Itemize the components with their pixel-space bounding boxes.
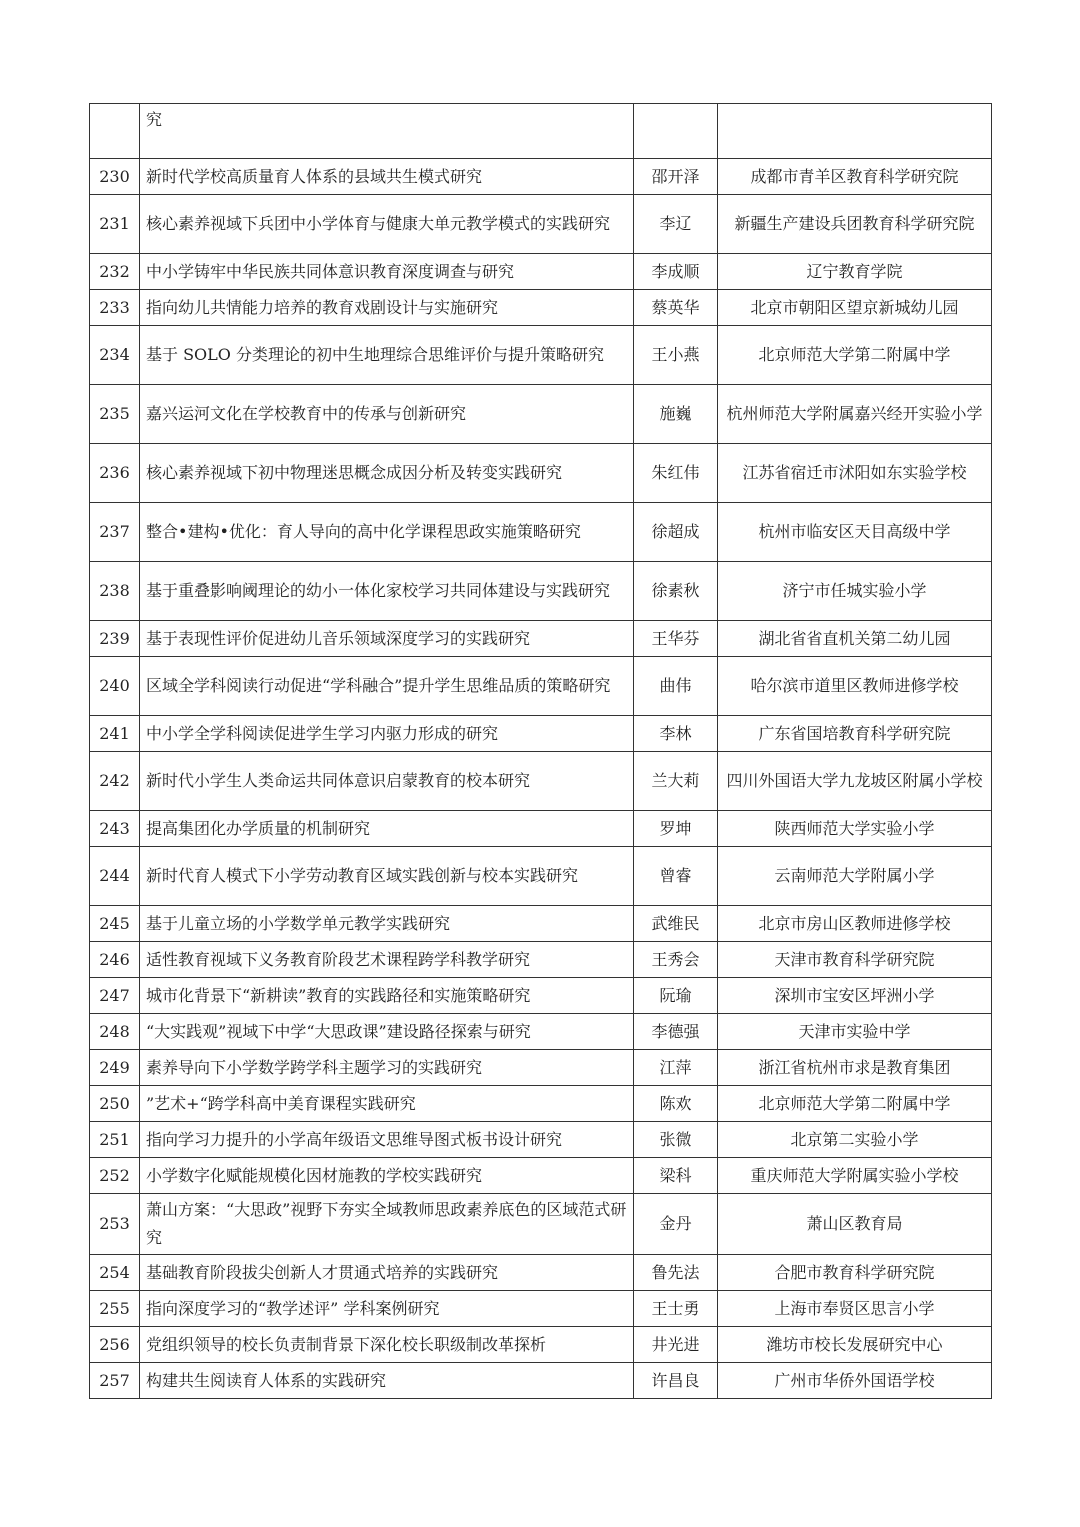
project-title: 党组织领导的校长负责制背景下深化校长职级制改革探析 (140, 1327, 634, 1363)
row-number: 255 (90, 1291, 140, 1327)
organization: 北京市房山区教师进修学校 (718, 906, 992, 942)
table-row (90, 195, 992, 254)
project-title: 基础教育阶段拔尖创新人才贯通式培养的实践研究 (140, 1255, 634, 1291)
organization: 北京第二实验小学 (718, 1122, 992, 1158)
row-number: 244 (90, 847, 140, 906)
row-number: 249 (90, 1050, 140, 1086)
row-number: 247 (90, 978, 140, 1014)
row-number: 240 (90, 657, 140, 716)
row-number (90, 104, 140, 159)
project-title: 城市化背景下“新耕读”教育的实践路径和实施策略研究 (140, 978, 634, 1014)
row-number: 241 (90, 716, 140, 752)
project-title: “大实践观”视域下中学“大思政课”建设路径探索与研究 (140, 1014, 634, 1050)
row-number: 233 (90, 290, 140, 326)
project-title: 素养导向下小学数学跨学科主题学习的实践研究 (140, 1050, 634, 1086)
table-row (90, 444, 992, 503)
organization: 北京师范大学第二附属中学 (718, 1086, 992, 1122)
table-row (90, 159, 992, 195)
leader-name: 江萍 (634, 1050, 718, 1086)
table-row (90, 503, 992, 562)
project-title: 新时代育人模式下小学劳动教育区域实践创新与校本实践研究 (140, 847, 634, 906)
leader-name: 梁科 (634, 1158, 718, 1194)
row-number: 235 (90, 385, 140, 444)
table-row (90, 326, 992, 385)
project-table (89, 103, 992, 1399)
project-title: 新时代学校高质量育人体系的县域共生模式研究 (140, 159, 634, 195)
project-title: 基于重叠影响阈理论的幼小一体化家校学习共同体建设与实践研究 (140, 562, 634, 621)
leader-name: 邵开泽 (634, 159, 718, 195)
project-table-body (90, 104, 992, 1399)
leader-name: 张微 (634, 1122, 718, 1158)
row-number: 231 (90, 195, 140, 254)
leader-name: 陈欢 (634, 1086, 718, 1122)
organization: 广州市华侨外国语学校 (718, 1363, 992, 1399)
leader-name: 施巍 (634, 385, 718, 444)
table-row (90, 1050, 992, 1086)
row-number: 257 (90, 1363, 140, 1399)
project-title: 基于 SOLO 分类理论的初中生地理综合思维评价与提升策略研究 (140, 326, 634, 385)
leader-name: 王士勇 (634, 1291, 718, 1327)
organization: 萧山区教育局 (718, 1194, 992, 1255)
organization: 广东省国培教育科学研究院 (718, 716, 992, 752)
table-row (90, 811, 992, 847)
leader-name: 兰大莉 (634, 752, 718, 811)
row-number: 245 (90, 906, 140, 942)
row-number: 232 (90, 254, 140, 290)
organization: 杭州师范大学附属嘉兴经开实验小学 (718, 385, 992, 444)
table-row (90, 978, 992, 1014)
row-number: 256 (90, 1327, 140, 1363)
organization: 哈尔滨市道里区教师进修学校 (718, 657, 992, 716)
row-number: 254 (90, 1255, 140, 1291)
table-row (90, 254, 992, 290)
leader-name: 井光进 (634, 1327, 718, 1363)
leader-name: 王华芬 (634, 621, 718, 657)
table-row (90, 1194, 992, 1255)
project-title: 核心素养视域下兵团中小学体育与健康大单元教学模式的实践研究 (140, 195, 634, 254)
organization: 四川外国语大学九龙坡区附属小学校 (718, 752, 992, 811)
project-title: 小学数字化赋能规模化因材施教的学校实践研究 (140, 1158, 634, 1194)
table-row (90, 385, 992, 444)
leader-name: 罗坤 (634, 811, 718, 847)
organization: 江苏省宿迁市沭阳如东实验学校 (718, 444, 992, 503)
leader-name: 蔡英华 (634, 290, 718, 326)
row-number: 238 (90, 562, 140, 621)
project-title: 中小学全学科阅读促进学生学习内驱力形成的研究 (140, 716, 634, 752)
leader-name: 王秀会 (634, 942, 718, 978)
row-number: 243 (90, 811, 140, 847)
table-row (90, 1122, 992, 1158)
project-title: ”艺术+“跨学科高中美育课程实践研究 (140, 1086, 634, 1122)
project-title: 基于表现性评价促进幼儿音乐领域深度学习的实践研究 (140, 621, 634, 657)
table-row (90, 1158, 992, 1194)
row-number: 251 (90, 1122, 140, 1158)
row-number: 246 (90, 942, 140, 978)
leader-name: 徐超成 (634, 503, 718, 562)
leader-name: 李成顺 (634, 254, 718, 290)
leader-name: 曾睿 (634, 847, 718, 906)
row-number: 242 (90, 752, 140, 811)
organization (718, 104, 992, 159)
row-number: 252 (90, 1158, 140, 1194)
organization: 重庆师范大学附属实验小学校 (718, 1158, 992, 1194)
table-row (90, 906, 992, 942)
project-title: 指向幼儿共情能力培养的教育戏剧设计与实施研究 (140, 290, 634, 326)
organization: 湖北省省直机关第二幼儿园 (718, 621, 992, 657)
project-title: 中小学铸牢中华民族共同体意识教育深度调查与研究 (140, 254, 634, 290)
organization: 浙江省杭州市求是教育集团 (718, 1050, 992, 1086)
table-row (90, 1327, 992, 1363)
project-title: 基于儿童立场的小学数学单元教学实践研究 (140, 906, 634, 942)
organization: 合肥市教育科学研究院 (718, 1255, 992, 1291)
project-title: 萧山方案：“大思政”视野下夯实全域教师思政素养底色的区域范式研究 (140, 1194, 634, 1255)
organization: 天津市教育科学研究院 (718, 942, 992, 978)
project-title: 构建共生阅读育人体系的实践研究 (140, 1363, 634, 1399)
organization: 新疆生产建设兵团教育科学研究院 (718, 195, 992, 254)
table-row (90, 1014, 992, 1050)
table-row (90, 942, 992, 978)
project-title: 指向深度学习的“教学述评” 学科案例研究 (140, 1291, 634, 1327)
row-number: 239 (90, 621, 140, 657)
table-row (90, 847, 992, 906)
leader-name: 李林 (634, 716, 718, 752)
leader-name: 王小燕 (634, 326, 718, 385)
table-row (90, 716, 992, 752)
project-title: 适性教育视域下义务教育阶段艺术课程跨学科教学研究 (140, 942, 634, 978)
organization: 杭州市临安区天目高级中学 (718, 503, 992, 562)
organization: 陕西师范大学实验小学 (718, 811, 992, 847)
leader-name: 李德强 (634, 1014, 718, 1050)
row-number: 237 (90, 503, 140, 562)
table-row (90, 1363, 992, 1399)
leader-name: 朱红伟 (634, 444, 718, 503)
leader-name: 徐素秋 (634, 562, 718, 621)
project-title: 新时代小学生人类命运共同体意识启蒙教育的校本研究 (140, 752, 634, 811)
organization: 济宁市任城实验小学 (718, 562, 992, 621)
organization: 潍坊市校长发展研究中心 (718, 1327, 992, 1363)
organization: 辽宁教育学院 (718, 254, 992, 290)
organization: 上海市奉贤区思言小学 (718, 1291, 992, 1327)
project-title: 指向学习力提升的小学高年级语文思维导图式板书设计研究 (140, 1122, 634, 1158)
leader-name: 鲁先法 (634, 1255, 718, 1291)
table-row (90, 562, 992, 621)
row-number: 230 (90, 159, 140, 195)
project-title: 究 (140, 104, 634, 159)
leader-name: 武维民 (634, 906, 718, 942)
leader-name (634, 104, 718, 159)
project-title: 区域全学科阅读行动促进“学科融合”提升学生思维品质的策略研究 (140, 657, 634, 716)
row-number: 236 (90, 444, 140, 503)
organization: 云南师范大学附属小学 (718, 847, 992, 906)
table-row (90, 1291, 992, 1327)
organization: 北京市朝阳区望京新城幼儿园 (718, 290, 992, 326)
table-row (90, 621, 992, 657)
row-number: 248 (90, 1014, 140, 1050)
leader-name: 金丹 (634, 1194, 718, 1255)
organization: 成都市青羊区教育科学研究院 (718, 159, 992, 195)
project-title: 嘉兴运河文化在学校教育中的传承与创新研究 (140, 385, 634, 444)
table-row-continued (90, 104, 992, 159)
table-row (90, 657, 992, 716)
table-row (90, 1086, 992, 1122)
project-title: 核心素养视域下初中物理迷思概念成因分析及转变实践研究 (140, 444, 634, 503)
organization: 深圳市宝安区坪洲小学 (718, 978, 992, 1014)
table-row (90, 290, 992, 326)
leader-name: 许昌良 (634, 1363, 718, 1399)
project-title: 提高集团化办学质量的机制研究 (140, 811, 634, 847)
leader-name: 阮瑜 (634, 978, 718, 1014)
leader-name: 曲伟 (634, 657, 718, 716)
organization: 北京师范大学第二附属中学 (718, 326, 992, 385)
table-row (90, 1255, 992, 1291)
row-number: 234 (90, 326, 140, 385)
organization: 天津市实验中学 (718, 1014, 992, 1050)
project-title: 整合•建构•优化：育人导向的高中化学课程思政实施策略研究 (140, 503, 634, 562)
table-row (90, 752, 992, 811)
row-number: 250 (90, 1086, 140, 1122)
leader-name: 李辽 (634, 195, 718, 254)
row-number: 253 (90, 1194, 140, 1255)
